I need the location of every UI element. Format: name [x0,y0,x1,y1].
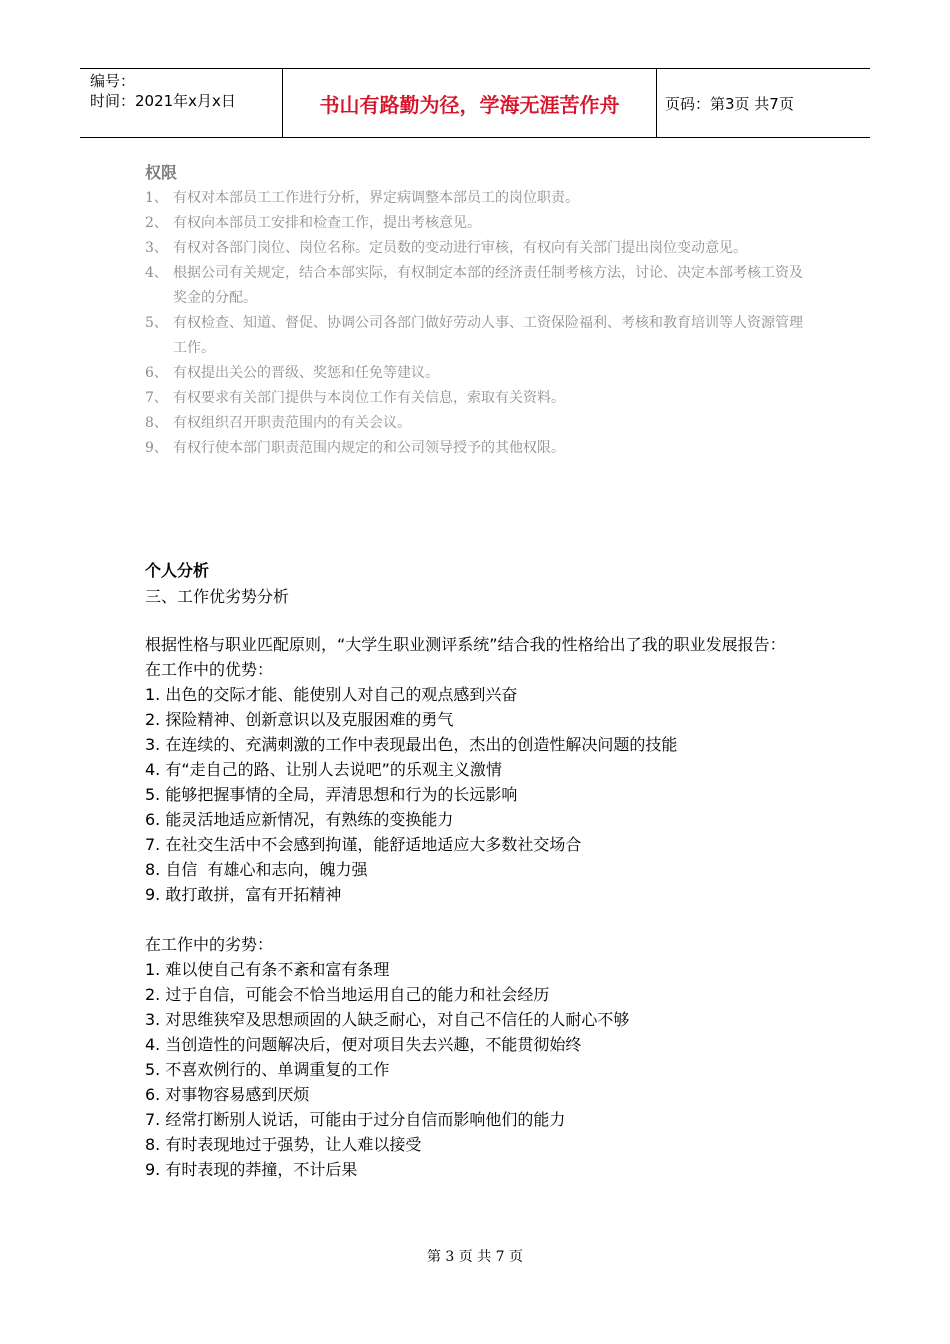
list-item: 1. 难以使自己有条不紊和富有条理 [145,960,390,979]
list-item: 2. 探险精神、创新意识以及克服困难的勇气 [145,710,454,729]
item-text: 有权检查、知道、督促、协调公司各部门做好劳动人事、工资保险福利、考核和教育培训等人资源管理工作。 [173,315,803,356]
list-item [145,311,815,361]
list-item: 9. 有时表现的莽撞，不计后果 [145,1160,358,1179]
item-number: 8、 [145,415,168,431]
weaknesses-list [145,957,825,1182]
list-item: 5. 不喜欢例行的、单调重复的工作 [145,1060,390,1079]
list-item: 3. 对思维狭窄及思想顽固的人缺乏耐心，对自己不信任的人耐心不够 [145,1010,630,1029]
item-text: 有权组织召开职责范围内的有关会议。 [173,415,411,431]
item-number: 9、 [145,440,168,456]
list-item [145,386,815,411]
section-title: 权限 [145,163,178,182]
section-subtitle: 三、工作优劣势分析 [145,587,290,606]
item-text: 有权提出关公的晋级、奖惩和任免等建议。 [173,365,439,381]
number-label: 编号： [90,72,136,90]
page-footer: 第 3 页 共 7 页 [426,1249,524,1265]
list-item [145,186,815,211]
item-number: 3、 [145,240,168,256]
item-number: 2、 [145,215,168,231]
item-text: 有权行使本部门职责范围内规定的和公司领导授予的其他权限。 [173,440,565,456]
list-item: 8. 有时表现地过于强势，让人难以接受 [145,1135,422,1154]
item-text: 有权对本部员工工作进行分析，界定病调整本部员工的岗位职责。 [173,190,579,206]
list-item: 7. 在社交生活中不会感到拘谨，能舒适地适应大多数社交场合 [145,835,582,854]
header-motto: 书山有路勤为径，学海无涯苦作舟 [282,69,657,137]
list-item [145,236,815,261]
item-text: 有权要求有关部门提供与本岗位工作有关信息，索取有关资料。 [173,390,565,406]
list-item: 5. 能够把握事情的全局，弄清思想和行为的长远影响 [145,785,518,804]
permissions-list [145,186,815,461]
list-item: 2. 过于自信，可能会不恰当地运用自己的能力和社会经历 [145,985,550,1004]
weaknesses-label: 在工作中的劣势： [145,935,274,954]
list-item: 3. 在连续的、充满刺激的工作中表现最出色，杰出的创造性解决问题的技能 [145,735,678,754]
spacer [145,907,825,932]
item-number: 5、 [145,315,168,331]
list-item [145,211,815,236]
list-item: 8. 自信 有雄心和志向，魄力强 [145,860,368,879]
item-number: 7、 [145,390,168,406]
intro-paragraph: 根据性格与职业匹配原则，“大学生职业测评系统”结合我的性格给出了我的职业发展报告： [145,635,786,654]
strengths-list [145,682,825,907]
section-title: 个人分析 [145,561,210,580]
header-page-info: 页码：第3页 共7页 [665,94,794,113]
list-item: 4. 当创造性的问题解决后，便对项目失去兴趣，不能贯彻始终 [145,1035,582,1054]
list-item: 6. 能灵活地适应新情况，有熟练的变换能力 [145,810,454,829]
list-item: 9. 敢打敢拼，富有开拓精神 [145,885,342,904]
item-text: 有权向本部员工安排和检查工作，提出考核意见。 [173,215,481,231]
list-item: 7. 经常打断别人说话，可能由于过分自信而影响他们的能力 [145,1110,566,1129]
item-number: 6、 [145,365,168,381]
time-label: 时间：2021年x月x日 [90,92,236,110]
list-item [145,436,815,461]
page-header [80,68,870,138]
item-text: 有权对各部门岗位、岗位名称。定员数的变动进行审核，有权向有关部门提出岗位变动意见。 [173,240,747,256]
permissions-section [145,160,815,461]
item-number: 4、 [145,265,168,281]
list-item: 4. 有“走自己的路、让别人去说吧”的乐观主义激情 [145,760,502,779]
list-item: 1. 出色的交际才能、能使别人对自己的观点感到兴奋 [145,685,518,704]
header-meta [80,69,282,137]
strengths-label: 在工作中的优势： [145,660,274,679]
item-text: 根据公司有关规定，结合本部实际，有权制定本部的经济责任制考核方法，讨论、决定本部考核工资及奖金的分配。 [173,265,803,306]
item-number: 1、 [145,190,168,206]
list-item [145,261,815,311]
personal-analysis-section [145,558,825,1182]
list-item [145,361,815,386]
list-item: 6. 对事物容易感到厌烦 [145,1085,310,1104]
list-item [145,411,815,436]
